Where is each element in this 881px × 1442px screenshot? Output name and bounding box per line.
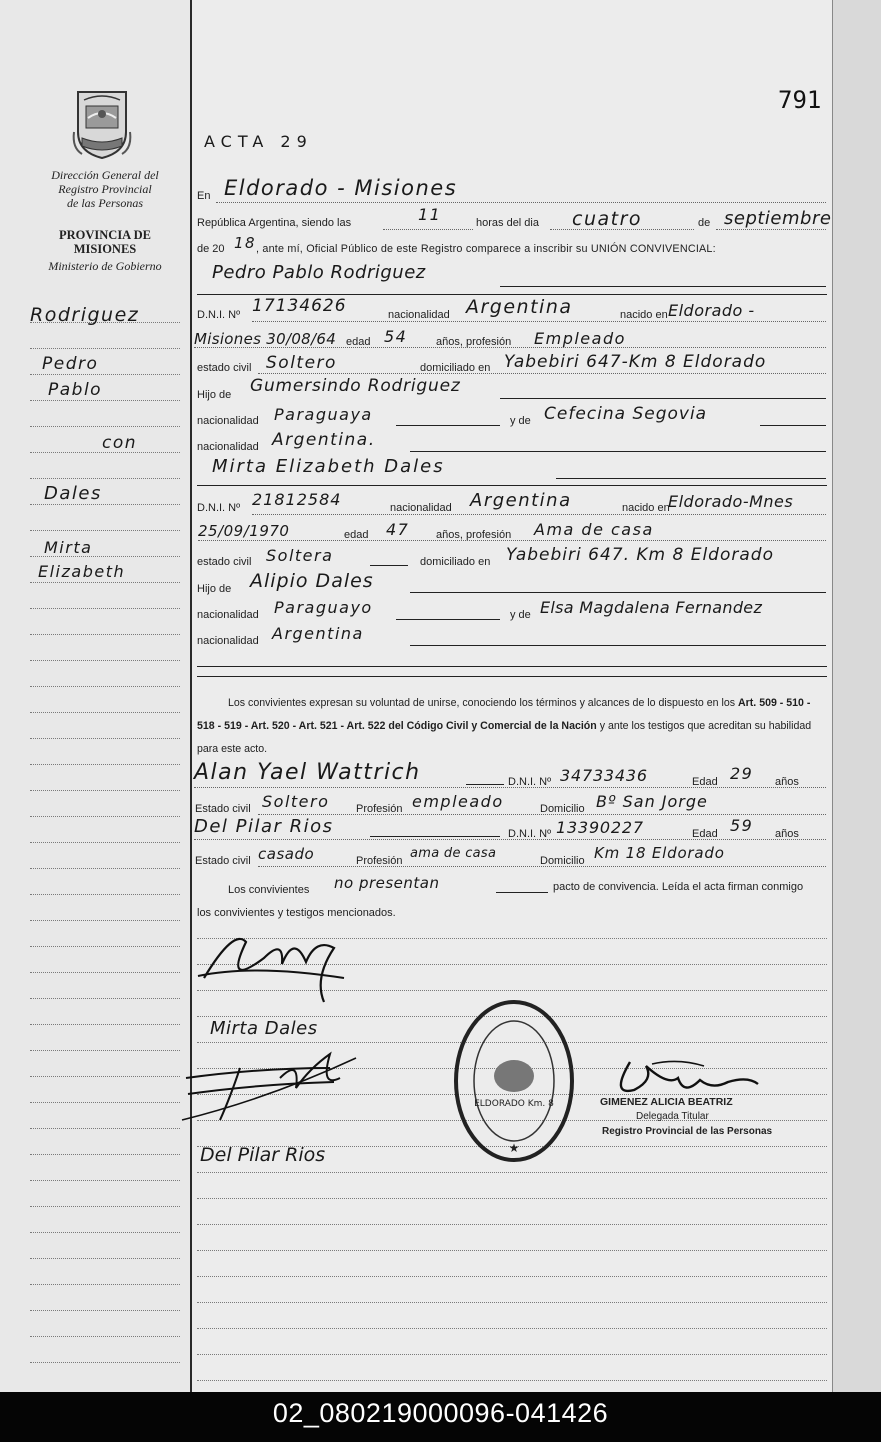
- p2-mother-nac: Argentina: [272, 624, 364, 643]
- w1-age: 29: [730, 764, 754, 783]
- closing-value: no presentan: [334, 874, 440, 892]
- margin-note-name2a: Mirta: [44, 538, 93, 557]
- page-number: 791: [778, 86, 822, 114]
- left-rule: [30, 400, 180, 401]
- closing-line: [496, 892, 548, 893]
- left-rule: [30, 868, 180, 869]
- signature-1: [194, 918, 354, 1008]
- p1-fnac-label: nacionalidad: [197, 415, 259, 427]
- left-rule: [30, 374, 180, 375]
- person2-name: Mirta Elizabeth Dales: [212, 456, 445, 477]
- w2-civil: casado: [258, 845, 315, 863]
- main-rule: [197, 1328, 827, 1329]
- left-rule: [30, 972, 180, 973]
- p2-dni-label: D.N.I. Nº: [197, 502, 241, 514]
- left-rule: [30, 582, 180, 583]
- person1-name: Pedro Pablo Rodriguez: [212, 262, 426, 283]
- p2-father: Alipio Dales: [250, 570, 374, 592]
- month-value: septiembre: [724, 208, 832, 229]
- left-rule: [30, 816, 180, 817]
- p1-dni-label: D.N.I. Nº: [197, 309, 241, 321]
- closing-part3: los convivientes y testigos mencionados.: [197, 907, 396, 919]
- p1-nac-value: Argentina: [466, 296, 573, 318]
- p1-dni-value: 17134626: [252, 296, 347, 316]
- ministry: Ministerio de Gobierno: [48, 259, 162, 273]
- left-rule: [30, 946, 180, 947]
- p2-father-line: [410, 592, 826, 593]
- w2-edad-label: Edad: [692, 828, 718, 840]
- left-rule: [30, 1180, 180, 1181]
- w1-line2: [258, 814, 826, 815]
- left-rule: [30, 1050, 180, 1051]
- p1-profession: Empleado: [534, 329, 626, 348]
- declaration-part1: Los convivientes expresan su voluntad de unirse, conociendo los términos y alcances de lo dispuesto en los: [228, 697, 736, 709]
- w2-name-line: [370, 836, 500, 837]
- w1-dom-label: Domicilio: [540, 803, 585, 815]
- declaration-part3: que acreditan su habilidad para este acto.: [197, 720, 812, 755]
- p1-mother: Cefecina Segovia: [544, 404, 708, 424]
- p1-nac-label: nacionalidad: [388, 309, 450, 321]
- svg-text:★: ★: [508, 1141, 520, 1155]
- republica-label: República Argentina, siendo las: [197, 217, 352, 229]
- left-rule: [30, 790, 180, 791]
- p2-civil: Soltera: [266, 546, 334, 565]
- w2-address: Km 18 Eldorado: [594, 844, 725, 862]
- left-rule: [30, 348, 180, 349]
- w1-edad-label: Edad: [692, 776, 718, 788]
- p1-father-line: [500, 398, 826, 399]
- hour-line: [383, 229, 473, 230]
- official-name: GIMENEZ ALICIA BEATRIZ: [600, 1096, 733, 1108]
- en-label: En: [197, 190, 211, 202]
- left-rule: [30, 634, 180, 635]
- left-rule: [30, 1128, 180, 1129]
- declaration-articles: Art. 509 - 510 - 518 - 519 - Art. 520 - Art. 521 - Art. 522 del Código Civil y Comercial de la Nación: [197, 697, 811, 732]
- witness2-name: Del Pilar Rios: [194, 816, 334, 837]
- p1-mnac-label: nacionalidad: [197, 441, 259, 453]
- p2-father-nac: Paraguayo: [274, 598, 373, 617]
- w1-dni-value: 34733436: [560, 766, 648, 785]
- p2-nacido-label: nacido en: [622, 502, 670, 514]
- main-rule: [197, 1354, 827, 1355]
- registry-stamp: [452, 998, 576, 1164]
- left-rule: [30, 426, 180, 427]
- left-rule: [30, 1102, 180, 1103]
- p2-mnac-line: [410, 645, 826, 646]
- p2-birthplace: Eldorado-Mnes: [668, 492, 794, 511]
- w2-age: 59: [730, 816, 754, 835]
- declaration-paragraph: [197, 692, 827, 761]
- main-rule: [197, 1224, 827, 1225]
- p1-age: 54: [384, 327, 408, 346]
- day-value: cuatro: [572, 208, 643, 230]
- p1-fnac-line: [396, 425, 500, 426]
- p1-civil: Soltero: [266, 353, 337, 373]
- place-value: Eldorado - Misiones: [224, 176, 458, 200]
- org-line2: Registro Provincial: [58, 182, 152, 196]
- p2-dom-label: domiciliado en: [420, 556, 491, 568]
- w2-line2: [258, 866, 826, 867]
- p2-dni-line: [252, 514, 826, 515]
- p1-dni-line: [252, 321, 826, 322]
- province-line1: PROVINCIA DE: [58, 228, 152, 242]
- p1-anos-label: años, profesión: [436, 336, 512, 348]
- w2-profession: ama de casa: [410, 846, 497, 861]
- svg-text:ELDORADO Km. 8: ELDORADO Km. 8: [474, 1099, 554, 1109]
- sep-line2: [197, 676, 827, 677]
- p2-fnac-label: nacionalidad: [197, 609, 259, 621]
- main-rule: [197, 1250, 827, 1251]
- left-rule: [30, 504, 180, 505]
- left-rule: [30, 1258, 180, 1259]
- p1-edad-label: edad: [346, 336, 371, 348]
- year-label: de 20: [197, 243, 225, 255]
- left-rule: [30, 530, 180, 531]
- p1-nacido-label: nacido en: [620, 309, 668, 321]
- w1-estado-label: Estado civil: [195, 803, 251, 815]
- sep-line1: [197, 666, 827, 667]
- left-rule: [30, 478, 180, 479]
- left-rule: [30, 1024, 180, 1025]
- p1-hijo-label: Hijo de: [197, 389, 232, 401]
- margin-note-surname2: Dales: [44, 483, 102, 504]
- p2-fnac-line: [396, 619, 500, 620]
- p2-estado-label: estado civil: [197, 556, 252, 568]
- signature-4: Del Pilar Rios: [200, 1144, 326, 1166]
- margin-note-name1a: Pedro: [42, 354, 99, 374]
- p1-age-line: [194, 347, 826, 348]
- province-seal-logo: [70, 88, 134, 160]
- p2-age-line: [198, 540, 826, 541]
- w1-civil: Soltero: [262, 792, 330, 811]
- margin-note-name2b: Elizabeth: [38, 562, 126, 581]
- intro-rest: , ante mí, Oficial Público de este Registro comparece a inscribir su UNIÓN CONVIVENCIAL:: [256, 243, 716, 255]
- signature-2: Mirta Dales: [210, 1018, 318, 1039]
- left-rule: [30, 1232, 180, 1233]
- margin-note-con: con: [102, 433, 138, 453]
- w2-dom-label: Domicilio: [540, 855, 585, 867]
- p2-birth-cont: 25/09/1970: [198, 522, 290, 540]
- p2-edad-label: edad: [344, 529, 369, 541]
- left-rule: [30, 1362, 180, 1363]
- p1-mother-line: [760, 425, 826, 426]
- de-label: de: [698, 217, 711, 229]
- p1-estado-label: estado civil: [197, 362, 252, 374]
- left-rule: [30, 660, 180, 661]
- w1-address: Bº San Jorge: [596, 792, 708, 811]
- w2-line: [194, 839, 826, 840]
- w2-anos-label: años: [775, 828, 799, 840]
- main-rule: [197, 1302, 827, 1303]
- p2-nac-label: nacionalidad: [390, 502, 452, 514]
- left-rule: [30, 894, 180, 895]
- p2-profession: Ama de casa: [534, 520, 654, 539]
- main-rule: [197, 1380, 827, 1381]
- w1-prof-label: Profesión: [356, 803, 403, 815]
- left-rule: [30, 712, 180, 713]
- witness1-name: Alan Yael Wattrich: [194, 760, 421, 785]
- w1-name-line: [466, 784, 504, 785]
- org-line3: de las Personas: [67, 196, 143, 210]
- w2-dni-label: D.N.I. Nº: [508, 828, 552, 840]
- left-rule: [30, 686, 180, 687]
- p2-address: Yabebiri 647. Km 8 Eldorado: [506, 545, 774, 565]
- margin-note-name1b: Pablo: [48, 380, 103, 400]
- w2-dni-value: 13390227: [556, 818, 644, 837]
- w1-profession: empleado: [412, 792, 504, 811]
- left-rule: [30, 1336, 180, 1337]
- w1-dni-label: D.N.I. Nº: [508, 776, 552, 788]
- p2-yde-label: y de: [510, 609, 531, 621]
- place-line: [216, 202, 826, 203]
- horas-label: horas del dia: [476, 217, 539, 229]
- closing-part1: Los convivientes: [228, 884, 310, 896]
- main-rule: [197, 1172, 827, 1173]
- person2-name-line: [556, 478, 826, 479]
- official-role: Delegada Titular: [636, 1111, 709, 1122]
- left-rule: [30, 920, 180, 921]
- p1-birth-cont: Misiones 30/08/64: [194, 330, 337, 348]
- margin-note-surname1: Rodriguez: [30, 304, 140, 326]
- person1-name-line: [500, 286, 826, 287]
- w1-anos-label: años: [775, 776, 799, 788]
- main-rule: [197, 1276, 827, 1277]
- p2-civil-line: [370, 565, 408, 566]
- p1-dom-label: domiciliado en: [420, 362, 491, 374]
- p1-mnac-line: [410, 451, 826, 452]
- w2-estado-label: Estado civil: [195, 855, 251, 867]
- w2-prof-label: Profesión: [356, 855, 403, 867]
- year-value: 18: [234, 234, 257, 252]
- left-rule: [30, 1154, 180, 1155]
- person2-name-underline: [197, 485, 827, 486]
- page-edge: [832, 0, 881, 1392]
- p2-age: 47: [386, 520, 410, 539]
- p2-mother: Elsa Magdalena Fernandez: [540, 598, 763, 617]
- p2-hijo-label: Hijo de: [197, 583, 232, 595]
- p1-father-nac: Paraguaya: [274, 405, 373, 424]
- footer-code: 02_080219000096-041426: [0, 1392, 881, 1442]
- hour-value: 11: [418, 205, 442, 224]
- left-rule: [30, 764, 180, 765]
- left-rule: [30, 1076, 180, 1077]
- left-rule: [30, 998, 180, 999]
- p1-yde-label: y de: [510, 415, 531, 427]
- p1-address: Yabebiri 647-Km 8 Eldorado: [504, 352, 767, 372]
- left-rule: [30, 738, 180, 739]
- person1-name-underline: [197, 294, 827, 295]
- p1-mother-nac: Argentina.: [272, 430, 376, 450]
- p1-birthplace: Eldorado -: [668, 301, 755, 320]
- main-rule: [197, 1198, 827, 1199]
- signature-3: [180, 1048, 360, 1128]
- closing-part2: pacto de convivencia. Leída el acta firman conmigo: [553, 881, 804, 893]
- month-line: [716, 229, 826, 230]
- acta-number: ACTA 29: [204, 132, 313, 151]
- left-rule: [30, 608, 180, 609]
- p1-father: Gumersindo Rodriguez: [250, 376, 461, 396]
- p1-civil-line: [258, 373, 826, 374]
- province-line2: MISIONES: [73, 242, 137, 256]
- left-rule: [30, 842, 180, 843]
- p2-mnac-label: nacionalidad: [197, 635, 259, 647]
- w1-line: [194, 787, 826, 788]
- p2-anos-label: años, profesión: [436, 529, 512, 541]
- declaration-part2: y ante los testigos: [596, 720, 685, 732]
- org-line1: Dirección General del: [51, 168, 159, 182]
- p2-dni-value: 21812584: [252, 490, 342, 509]
- left-rule: [30, 1310, 180, 1311]
- left-rule: [30, 1206, 180, 1207]
- left-rule: [30, 1284, 180, 1285]
- official-office: Registro Provincial de las Personas: [602, 1126, 773, 1137]
- p2-nac-value: Argentina: [470, 490, 572, 511]
